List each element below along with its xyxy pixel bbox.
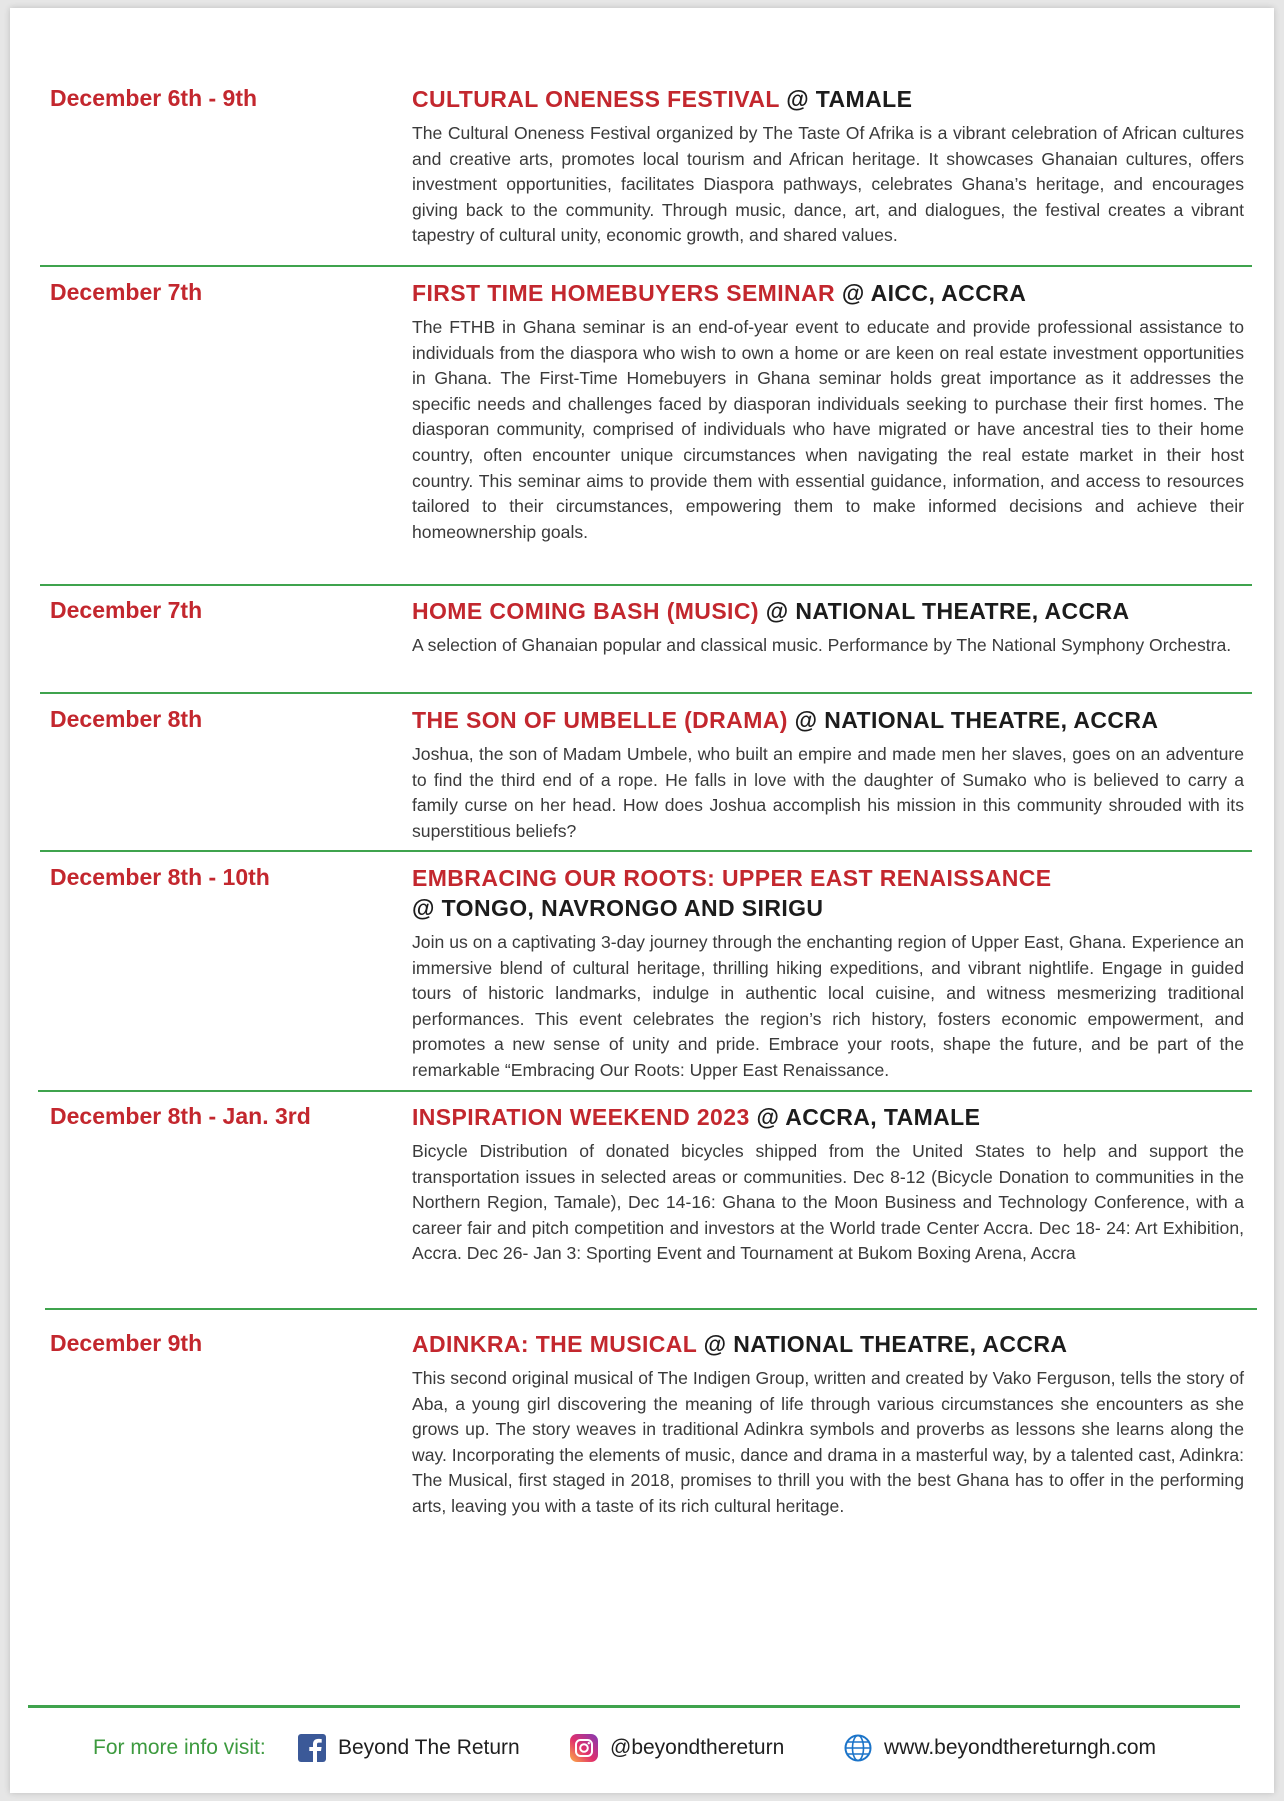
instagram-link[interactable] xyxy=(570,1730,784,1766)
footer xyxy=(10,1730,1274,1766)
event-venue: @ NATIONAL THEATRE, ACCRA xyxy=(794,707,1159,733)
event-date: December 6th - 9th xyxy=(50,85,258,111)
event-title xyxy=(412,596,1244,626)
instagram-label: @beyondthereturn xyxy=(610,1736,785,1759)
event-name: EMBRACING OUR ROOTS: UPPER EAST RENAISSANCE xyxy=(412,865,1052,891)
website-label: www.beyondthereturngh.com xyxy=(884,1736,1156,1759)
event-venue: @ NATIONAL THEATRE, ACCRA xyxy=(703,1331,1068,1357)
event-description: Bicycle Distribution of donated bicycles shipped from the United States to help and support the transportation issues in selected areas or communities. Dec 8-12 (Bicycle Donation to communities in the Northern Region, Tamale), Dec 14-16: Ghana to the Moon Business and Technology Conference, with a career fair and pitch competition and investors at the World trade Center Accra. Dec 18- 24: Art Exhibition, Accra. Dec 26- Jan 3: Sporting Event and Tournament at Bukom Boxing Arena, Accra xyxy=(412,1141,1244,1264)
event-date: December 7th xyxy=(50,597,203,623)
event-description: This second original musical of The Indigen Group, written and created by Vako Ferguson, tells the story of Aba, a young girl discovering the meaning of life through various circumstances she encounters as she grows up. The story weaves in traditional Adinkra symbols and proverbs as lessons she learns along the way. Incorporating the elements of music, dance and drama in a masterful way, by a talented cast, Adinkra: The Musical, first staged in 2018, promises to thrill you with the best Ghana has to offer in the performing arts, leaving you with a taste of its rich cultural heritage. xyxy=(412,1368,1244,1516)
event-title xyxy=(412,705,1244,735)
event-description: A selection of Ghanaian popular and classical music. Performance by The National Symphony Orchestra. xyxy=(412,635,1232,655)
event-name: THE SON OF UMBELLE (DRAMA) xyxy=(412,707,788,733)
event-name: CULTURAL ONENESS FESTIVAL xyxy=(412,86,780,112)
instagram-icon xyxy=(570,1734,598,1762)
website-link[interactable] xyxy=(844,1730,1156,1766)
event-name: INSPIRATION WEEKEND 2023 xyxy=(412,1104,750,1130)
event-date: December 8th xyxy=(50,706,203,732)
event-title xyxy=(412,1102,1244,1132)
event-title xyxy=(412,1329,1244,1359)
event-title xyxy=(412,863,1244,923)
event-divider xyxy=(40,584,1252,586)
event-name: ADINKRA: THE MUSICAL xyxy=(412,1331,697,1357)
event-divider xyxy=(40,692,1252,694)
event-venue: @ ACCRA, TAMALE xyxy=(756,1104,981,1130)
event-date: December 8th - Jan. 3rd xyxy=(50,1103,311,1129)
event-title xyxy=(412,84,1244,114)
event-date: December 8th - 10th xyxy=(50,864,270,890)
event-divider xyxy=(40,850,1252,852)
event-venue: @ TAMALE xyxy=(786,86,913,112)
footer-lead-text: For more info visit: xyxy=(93,1736,266,1759)
event-divider xyxy=(40,265,1252,267)
facebook-label: Beyond The Return xyxy=(338,1736,520,1759)
event-venue: @ NATIONAL THEATRE, ACCRA xyxy=(765,598,1130,624)
event-title xyxy=(412,278,1244,308)
globe-icon xyxy=(844,1734,872,1762)
event-date: December 9th xyxy=(50,1330,203,1356)
footer-divider xyxy=(28,1705,1240,1708)
facebook-icon xyxy=(298,1734,326,1762)
event-divider xyxy=(38,1090,1252,1092)
event-venue: @ AICC, ACCRA xyxy=(841,280,1027,306)
event-description: Joshua, the son of Madam Umbele, who built an empire and made men her slaves, goes on an adventure to find the third end of a rope. He falls in love with the daughter of Sumako who is believed to carry a family curse on her head. How does Joshua accomplish his mission in this community shrouded with its superstitious beliefs? xyxy=(412,744,1244,841)
event-description: The FTHB in Ghana seminar is an end-of-year event to educate and provide professional assistance to individuals from the diaspora who wish to own a home or are keen on real estate investment opportunities in Ghana. The First-Time Homebuyers in Ghana seminar holds great importance as it addresses the specific needs and challenges faced by diasporan individuals seeking to purchase their first homes. The diasporan community, comprised of individuals who have migrated or have ancestral ties to their home country, often encounter unique circumstances when navigating the real estate market in their host country. This seminar aims to provide them with essential guidance, information, and access to resources tailored to their circumstances, empowering them to make informed decisions and achieve their homeownership goals. xyxy=(412,317,1244,542)
event-divider xyxy=(45,1308,1257,1310)
event-page xyxy=(10,8,1274,1793)
facebook-link[interactable] xyxy=(298,1730,520,1766)
event-description: The Cultural Oneness Festival organized by The Taste Of Afrika is a vibrant celebration of African cultures and creative arts, promotes local tourism and African heritage. It showcases Ghanaian cultures, offers investment opportunities, facilitates Diaspora pathways, celebrates Ghana’s heritage, and encourages giving back to the community. Through music, dance, art, and dialogues, the festival creates a vibrant tapestry of cultural unity, economic growth, and shared values. xyxy=(412,123,1244,246)
event-date: December 7th xyxy=(50,279,203,305)
event-name: HOME COMING BASH (MUSIC) xyxy=(412,598,759,624)
event-venue: @ TONGO, NAVRONGO AND SIRIGU xyxy=(412,895,824,921)
event-name: FIRST TIME HOMEBUYERS SEMINAR xyxy=(412,280,836,306)
event-description: Join us on a captivating 3-day journey through the enchanting region of Upper East, Ghana. Experience an immersive blend of cultural heritage, thrilling hiking expeditions, and vibrant nightlife. Engage in guided tours of historic landmarks, indulge in authentic local cuisine, and witness mesmerizing traditional performances. This event celebrates the region’s rich history, fosters economic empowerment, and promotes a new sense of unity and pride. Embrace your roots, shape the future, and be part of the remarkable “Embracing Our Roots: Upper East Renaissance. xyxy=(412,932,1244,1080)
